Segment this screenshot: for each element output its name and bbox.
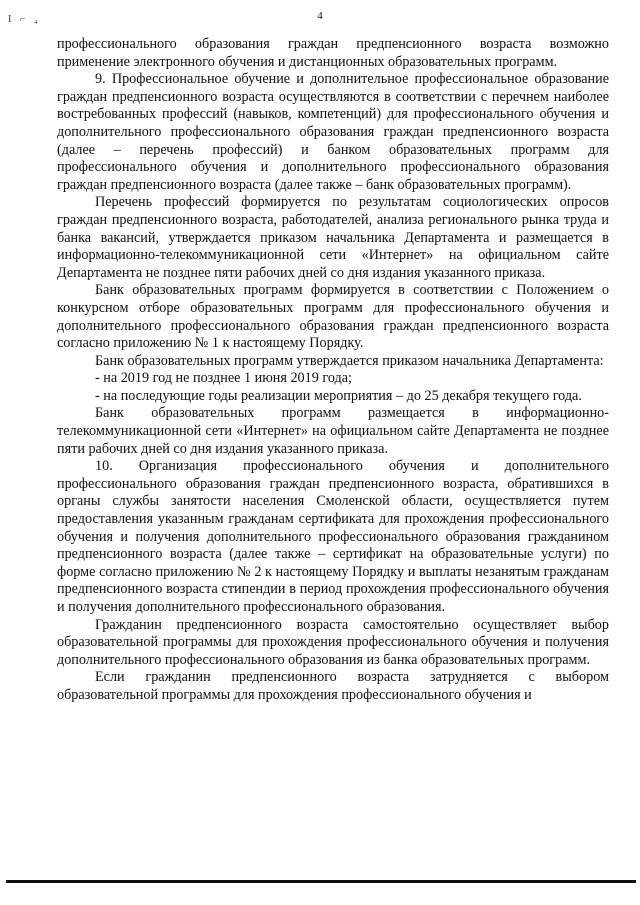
paragraph-3: Перечень профессий формируется по результатам социологических опросов граждан предпенсионного возраста, работодателей, анализа регионального рынка труда и банка вакансий, утверждается приказом начальника Департамента и размещается в информационно-телекоммуникационной сети «Интернет» на официальном сайте Департамента не позднее пяти рабочих дней со дня издания указанного приказа. bbox=[57, 194, 609, 281]
bottom-rule bbox=[6, 880, 636, 883]
list-item-2: - на последующие годы реализации мероприятия – до 25 декабря текущего года. bbox=[95, 387, 582, 404]
paragraph-2: 9. Профессиональное обучение и дополнительное профессиональное образование граждан предпенсионного возраста осуществляются в соответствии с перечнем наиболее востребованных профессий (навыков, компетенций) для профессионального обучения и дополнительного профессионального образования граждан предпенсионного возраста (далее – перечень профессий) и банком образовательных программ для профессионального обучения и дополнительного профессионального образования граждан предпенсионного возраста (далее также – банк образовательных программ). bbox=[57, 71, 609, 193]
paragraph-1: профессионального образования граждан предпенсионного возраста возможно применение электронного обучения и дистанционных образовательных программ. bbox=[57, 36, 609, 70]
paragraph-5: Банк образовательных программ утверждается приказом начальника Департамента: bbox=[95, 352, 604, 369]
paragraph-7: 10. Организация профессионального обучения и дополнительного профессионального образования граждан предпенсионного возраста, обратившихся в органы службы занятости населения Смоленской области, осуществляется путем предоставления указанным гражданам сертификата для прохождения профессионального обучения и получения дополнительного профессионального образования гражданином предпенсионного возраста (далее также – сертификат на образовательные услуги) по форме согласно приложению № 2 к настоящему Порядку и выплаты незанятым гражданам предпенсионного возраста стипендии в период прохождения профессионального обучения и получения дополнительного профессионального образования. bbox=[57, 458, 609, 615]
paragraph-8: Гражданин предпенсионного возраста самостоятельно осуществляет выбор образовательной программы для прохождения профессионального обучения и получения дополнительного профессионального образования из банка образовательных программ. bbox=[57, 616, 609, 668]
scan-mark: I ⌐ ₄ bbox=[8, 14, 41, 25]
page-number: 4 bbox=[317, 10, 323, 22]
paragraph-4: Банк образовательных программ формируется в соответствии с Положением о конкурсном отборе образовательных программ для профессионального обучения и дополнительного профессионального образования граждан предпенсионного возраста согласно приложению № 1 к настоящему Порядку. bbox=[57, 282, 609, 352]
paragraph-6: Банк образовательных программ размещается в информационно-телекоммуникационной сети «Интернет» на официальном сайте Департамента не позднее пяти рабочих дней со дня издания указанного приказа. bbox=[57, 405, 609, 457]
document-body bbox=[57, 36, 609, 705]
list-item-1: - на 2019 год не позднее 1 июня 2019 года; bbox=[95, 370, 352, 387]
paragraph-9: Если гражданин предпенсионного возраста затрудняется с выбором образовательной программы для прохождения профессионального обучения и bbox=[57, 669, 609, 703]
